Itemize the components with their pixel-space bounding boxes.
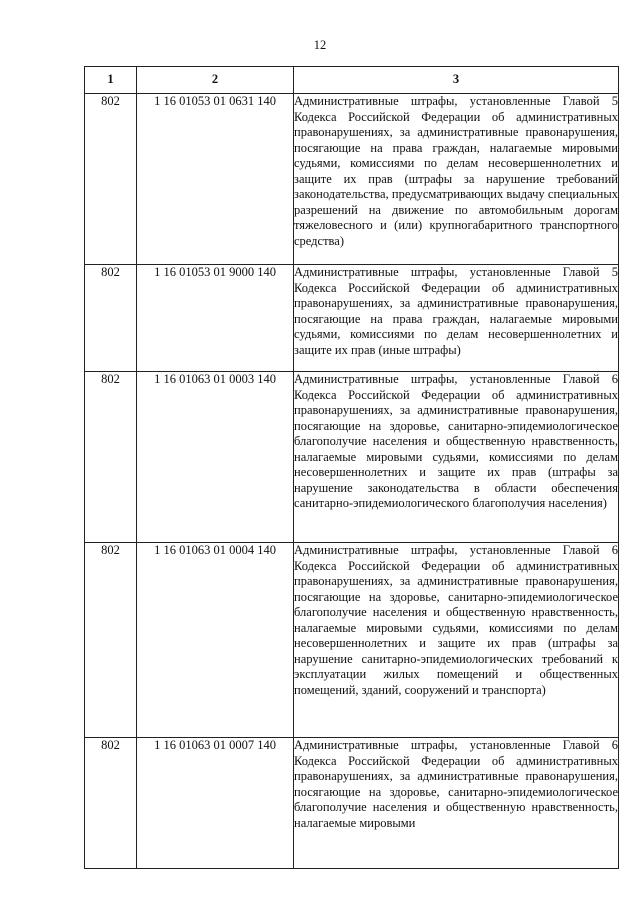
- description-cell: Административные штрафы, установленные Главой 6 Кодекса Российской Федерации об административных правонарушениях, за административные правонарушения, посягающие на здоровье, санитарно-эпидемиологическое благополучие населения и общественную нравственность, налагаемые мировыми судьями, комиссиями по делам несовершеннолетних и защите их прав (штрафы за нарушение законодательства в области обеспечения санитарно-эпидемиологического благополучия населения): [294, 372, 619, 543]
- table-row: [85, 94, 619, 265]
- kbk-cell: 1 16 01063 01 0004 140: [137, 543, 294, 738]
- description-cell: Административные штрафы, установленные Главой 5 Кодекса Российской Федерации об административных правонарушениях, за административные правонарушения, посягающие на права граждан, налагаемые мировыми судьями, комиссиями по делам несовершеннолетних и защите их прав (штрафы за нарушение требований законодательства, предусматривающих выдачу специальных разрешений на движение по автомобильным дорогам тяжеловесного и (или) крупногабаритного транспортного средства): [294, 94, 619, 265]
- kbk-cell: 1 16 01053 01 9000 140: [137, 265, 294, 372]
- kbk-cell: 1 16 01063 01 0003 140: [137, 372, 294, 543]
- kbk-cell: 1 16 01063 01 0007 140: [137, 738, 294, 869]
- table-row: [85, 372, 619, 543]
- column-header-admin-code: 1: [85, 67, 137, 94]
- page-number: 12: [313, 38, 327, 52]
- table-row: [85, 738, 619, 869]
- admin-code-cell: 802: [85, 372, 137, 543]
- kbk-cell: 1 16 01053 01 0631 140: [137, 94, 294, 265]
- admin-code-cell: 802: [85, 265, 137, 372]
- description-cell: Административные штрафы, установленные Главой 6 Кодекса Российской Федерации об административных правонарушениях, за административные правонарушения, посягающие на здоровье, санитарно-эпидемиологическое благополучие населения и общественную нравственность, налагаемые мировыми судьями, комиссиями по делам несовершеннолетних и защите их прав (штрафы за нарушение санитарно-эпидемиологических требований к эксплуатации жилых помещений и общественных помещений, зданий, сооружений и транспорта): [294, 543, 619, 738]
- description-cell: Административные штрафы, установленные Главой 6 Кодекса Российской Федерации об административных правонарушениях, за административные правонарушения, посягающие на здоровье, санитарно-эпидемиологическое благополучие населения и общественную нравственность, налагаемые мировыми: [294, 738, 619, 869]
- budget-codes-table: [84, 66, 619, 869]
- column-header-kbk: 2: [137, 67, 294, 94]
- admin-code-cell: 802: [85, 543, 137, 738]
- column-header-description: 3: [294, 67, 619, 94]
- admin-code-cell: 802: [85, 738, 137, 869]
- admin-code-cell: 802: [85, 94, 137, 265]
- table-header-row: [85, 67, 619, 94]
- table-row: [85, 265, 619, 372]
- table-row: [85, 543, 619, 738]
- description-cell: Административные штрафы, установленные Главой 5 Кодекса Российской Федерации об административных правонарушениях, за административные правонарушения, посягающие на права граждан, налагаемые мировыми судьями, комиссиями по делам несовершеннолетних и защите их прав (иные штрафы): [294, 265, 619, 372]
